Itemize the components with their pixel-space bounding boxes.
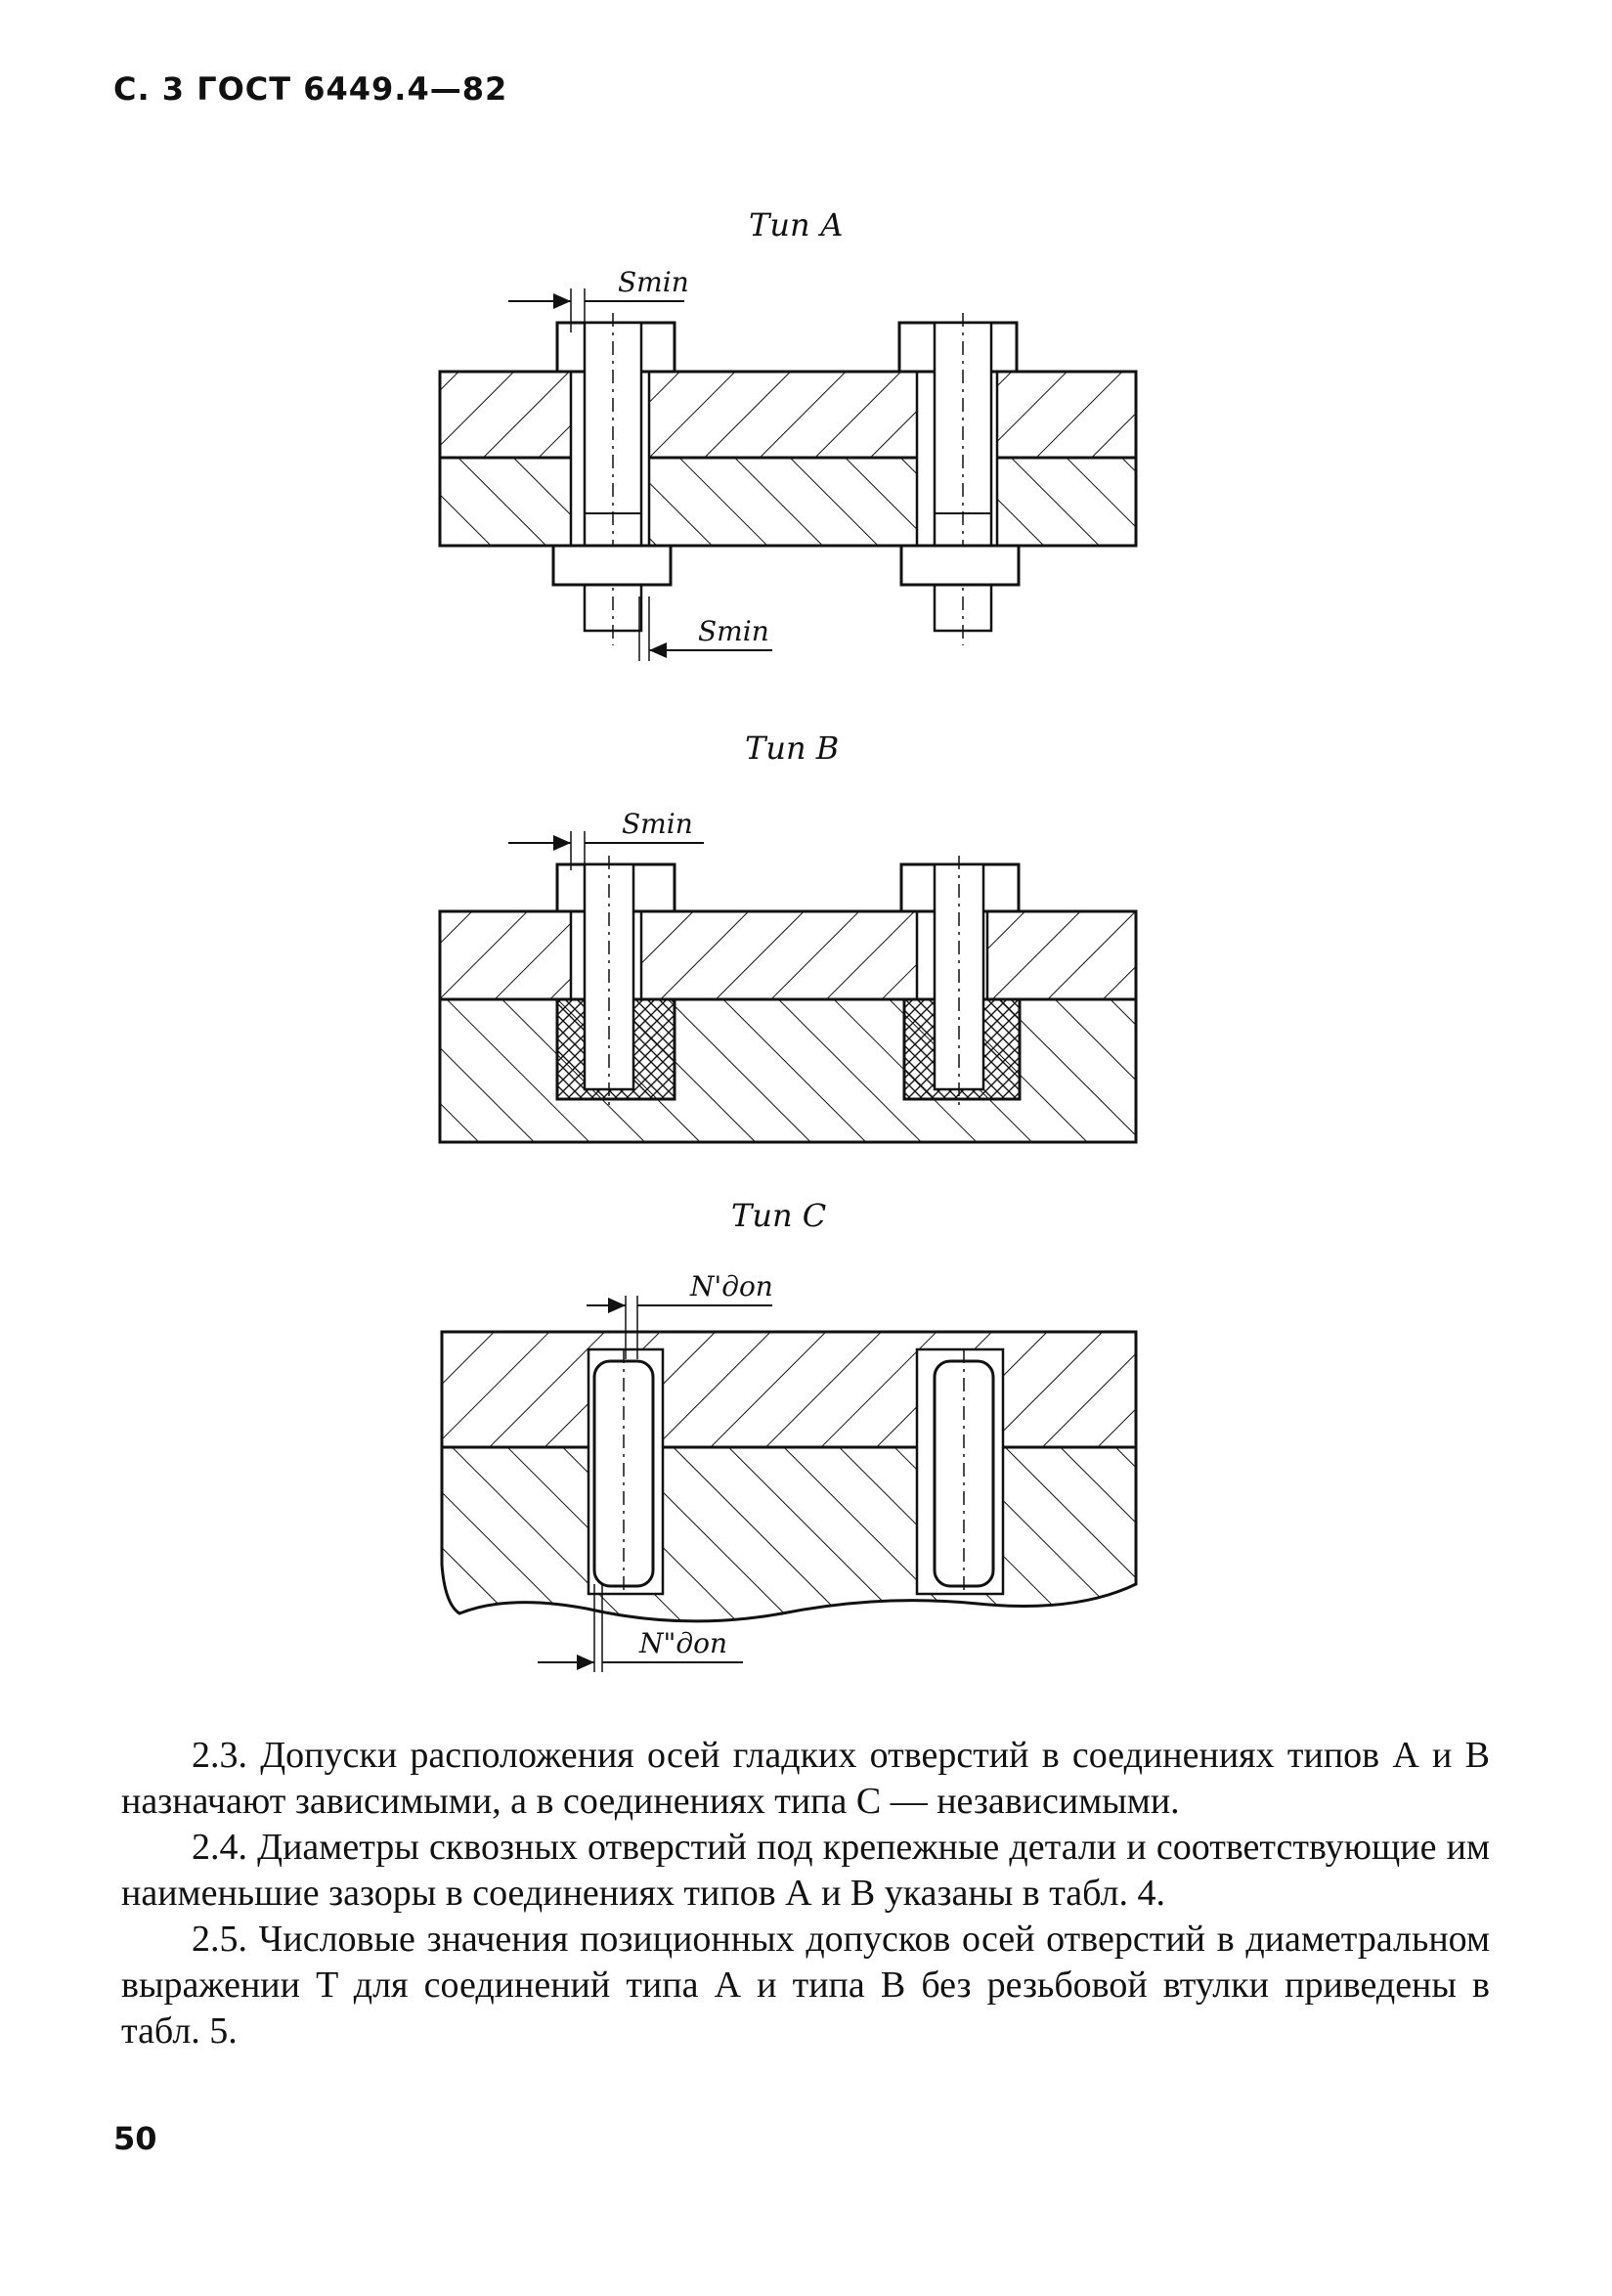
top-plate [440, 911, 1136, 999]
bottom-plate [440, 458, 1136, 546]
figure-b-title: Тип В [745, 729, 840, 767]
n-double-prime-label: N"доп [639, 1627, 728, 1659]
paragraph-2-5: 2.5. Числовые значения позиционных допусков осей отверстий в диаметральном выражении T для соединений типа А и типа В без резьбовой втулки приведены в табл. 5. [121, 1919, 1490, 2052]
figure-type-c [0, 1173, 1612, 1682]
page-header: С. 3 ГОСТ 6449.4—82 [113, 70, 508, 108]
figure-a-title: Тип А [749, 206, 844, 243]
bottom-plate [442, 1447, 1136, 1621]
figure-type-b [0, 719, 1612, 1198]
top-plate [442, 1332, 1136, 1447]
smin-label-bottom: Smin [698, 615, 769, 647]
figure-type-a [0, 176, 1612, 684]
nut-right [901, 546, 1019, 585]
nut-left [553, 546, 671, 585]
top-plate [440, 372, 1136, 458]
bottom-plate [440, 999, 1136, 1142]
paragraph-2-3: 2.3. Допуски расположения осей гладких отверстий в соединениях типов А и В назначают зависимыми, а в соединениях типа С — независимыми. [121, 1735, 1490, 1822]
n-prime-label: N'доп [690, 1270, 773, 1303]
paragraph-2-4: 2.4. Диаметры сквозных отверстий под крепежные детали и соответствующие им наименьшие зазоры в соединениях типов А и В указаны в табл. 4. [121, 1827, 1490, 1914]
figure-c-title: Тип С [731, 1197, 827, 1234]
smin-label-top: Smin [618, 266, 689, 298]
smin-label: Smin [622, 808, 693, 840]
body-text [121, 1733, 1490, 2054]
page-number: 50 [113, 2120, 157, 2157]
